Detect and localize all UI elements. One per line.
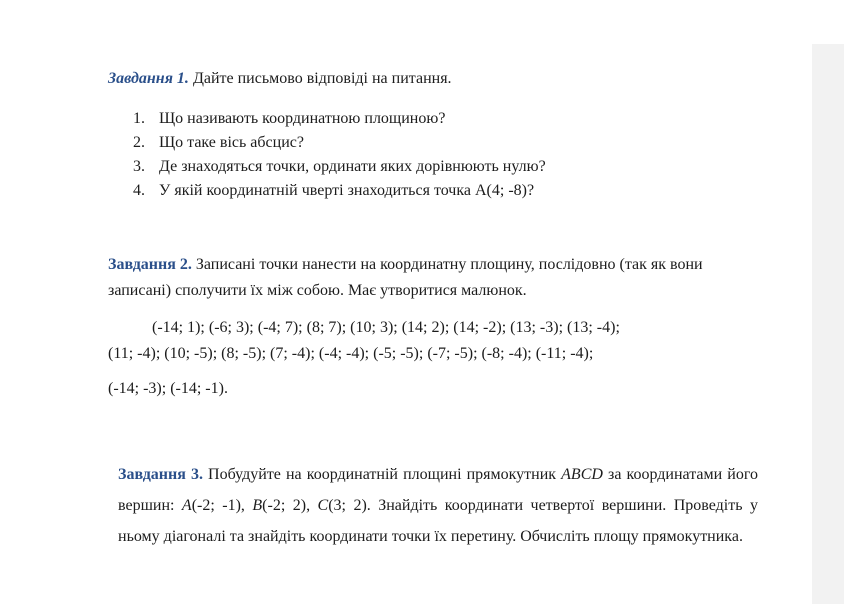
vertex-a: A bbox=[181, 497, 192, 514]
task1-label: Завдання 1. bbox=[108, 70, 189, 87]
task3-text-b: за координатами його вершин: bbox=[118, 466, 758, 514]
task2-text: Записані точки нанести на координатну площину, послідовно (так як вони записані) сполучити їх між собою. Має утворитися малюнок. bbox=[108, 256, 703, 299]
task1-text: Дайте письмово відповіді на питання. bbox=[188, 70, 452, 87]
task3-text-a: Побудуйте на координатній площині прямокутник bbox=[202, 466, 562, 483]
task1-question-list bbox=[133, 107, 546, 203]
question-item bbox=[133, 179, 546, 203]
task3-label: Завдання 3. bbox=[118, 466, 203, 483]
vertex-b-coords: (-2; 2), bbox=[262, 497, 318, 514]
task3-paragraph bbox=[118, 459, 758, 552]
vertex-c: C bbox=[317, 497, 329, 514]
vertex-a-coords: (-2; -1), bbox=[191, 497, 253, 514]
points-line-1: (-14; 1); (-6; 3); (-4; 7); (8; 7); (10; 3); (14; 2); (14; -2); (13; -3); (13; -4); bbox=[152, 319, 620, 336]
page-edge-strip bbox=[812, 44, 844, 604]
task1-heading bbox=[108, 70, 452, 88]
task2-points-end bbox=[108, 380, 228, 398]
rectangle-name: ABCD bbox=[561, 466, 603, 483]
vertex-b: B bbox=[252, 497, 263, 514]
question-text: Що таке вісь абсцис? bbox=[159, 134, 304, 151]
task2-points bbox=[108, 315, 768, 367]
vertex-c-coords: (3; 2). Знайдіть координати четвертої вершини. Проведіть у ньому діагоналі та знайдіть координати точки їх перетину. Обчисліть площу прямокутника. bbox=[118, 497, 758, 545]
question-item bbox=[133, 131, 546, 155]
question-text: Де знаходяться точки, ординати яких дорівнюють нулю? bbox=[159, 158, 546, 175]
points-line-2: (11; -4); (10; -5); (8; -5); (7; -4); (-4; -4); (-5; -5); (-7; -5); (-8; -4); (-11; -4); bbox=[108, 345, 594, 362]
question-number: 4. bbox=[133, 182, 145, 199]
points-line-3: (-14; -3); (-14; -1). bbox=[108, 380, 228, 397]
question-number: 3. bbox=[133, 158, 145, 175]
question-item bbox=[133, 155, 546, 179]
question-text: У якій координатній чверті знаходиться точка А(4; -8)? bbox=[159, 182, 535, 199]
task2-paragraph bbox=[108, 252, 748, 304]
question-item bbox=[133, 107, 546, 131]
question-number: 1. bbox=[133, 110, 145, 127]
task2-label: Завдання 2. bbox=[108, 256, 192, 273]
question-text: Що називають координатною площиною? bbox=[159, 110, 446, 127]
question-number: 2. bbox=[133, 134, 145, 151]
